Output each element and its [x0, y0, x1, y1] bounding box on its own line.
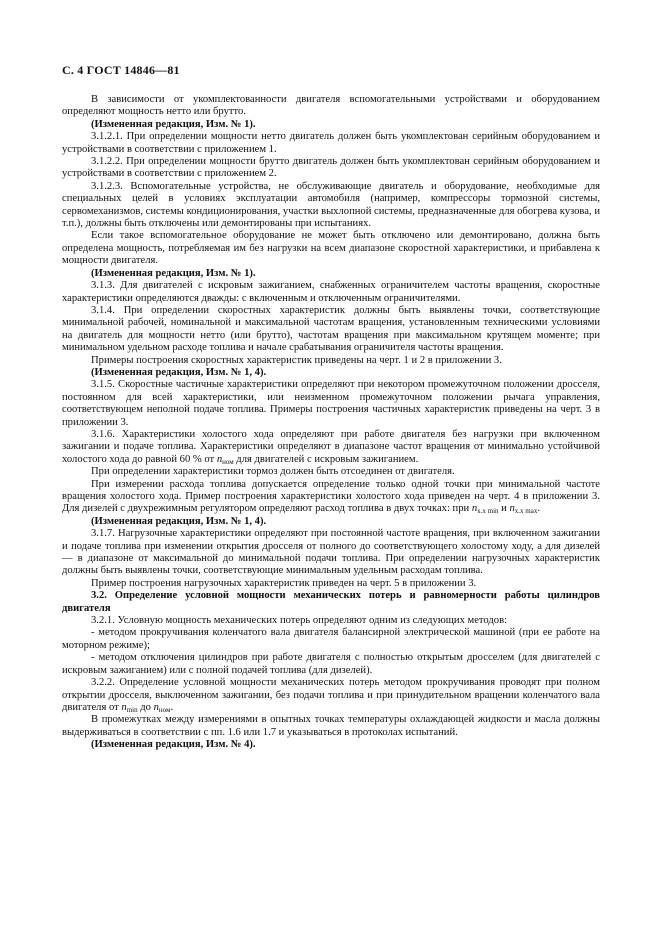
list-item: - методом отключения цилиндров при работе двигателя с полностью открытым дросселем (для двигателей с искровым зажиганием) или с полной подачей топлива (для дизелей). [62, 652, 600, 676]
paragraph: 3.1.5. Скоростные частичные характеристики определяют при некотором промежуточном положении дросселя, постоянном для всей характеристики, или неизменном промежуточном положении рычага управления, соответствующем неполной подаче топлива. Примеры построения частичных характеристик приведены на черт. 3 в приложении 3. [62, 379, 600, 428]
paragraph: При определении характеристики тормоз должен быть отсоединен от двигателя. [91, 466, 455, 478]
paragraph: В промежутках между измерениями в опытных точках температуры охлаждающей жидкости и масла должны выдерживаться в соответствии с пп. 1.6 или 1.7 и указываться в протоколах испытаний. [62, 714, 600, 738]
paragraph: Если такое вспомогательное оборудование не может быть отключено или демонтировано, должна быть определена мощность, потребляемая им без нагрузки на всем диапазоне скоростной характеристики, и прибавлена к мощности двигателя. [62, 230, 600, 267]
paragraph: 3.1.6. Характеристики холостого хода определяют при работе двигателя без нагрузки при включенном зажигании и подаче топлива. Характеристики определяют в диапазоне частот вращения от минимально устойчивой холостого хода до равной 60 % от $n_{ном}$ для двигателей с искровым зажиганием. [62, 428, 600, 466]
page-header: С. 4 ГОСТ 14846—81 [62, 63, 180, 77]
revision-note: (Измененная редакция, Изм. № 4). [91, 739, 256, 751]
paragraph: 3.1.4. При определении скоростных характеристик должны быть выявлены точки, соответствующие минимальной рабочей, номинальной и максимальной частотам вращения, установленным техническими условиями на двигатель для мощности нетто (или брутто), частотам вращения при максимальном крутящем моменте; при минимальном удельном расходе топлива и начале срабатывания ограничителя частоты вращения. [62, 304, 600, 354]
paragraph: Пример построения нагрузочных характеристик приведен на черт. 5 в приложении 3. [91, 577, 477, 589]
paragraph: При измерении расхода топлива допускается определение только одной точки при минимальной частоте вращения холостого хода. Пример построения характеристики холостого хода приведен на черт. 4 в приложении 3. Для дизелей с двухрежимным регулятором определяют расход топлива в двух точках: при $n_{х.х min}$ и $n_{х.х max}$. [62, 478, 600, 516]
paragraph: 3.1.2.1. При определении мощности нетто двигатель должен быть укомплектован серийным оборудованием и устройствами в соответствии с приложением 1. [62, 131, 600, 155]
paragraph: 3.2.1. Условную мощность механических потерь определяют одним из следующих методов: [91, 615, 508, 627]
paragraph: 3.1.2.2. При определении мощности брутто двигатель должен быть укомплектован серийным оборудованием и устройствами в соответствии с приложением 2. [62, 156, 600, 180]
document-page [62, 0, 600, 936]
revision-note: (Измененная редакция, Изм. № 1, 4). [91, 366, 267, 378]
document-body [62, 94, 600, 752]
paragraph: В зависимости от укомплектованности двигателя вспомогательными устройствами и оборудованием определяют мощность нетто или брутто. [62, 94, 600, 118]
paragraph: 3.1.7. Нагрузочные характеристики определяют при постоянной частоте вращения, при включенном зажигании и подаче топлива при изменении открытия дросселя от полного до соответствующего холостому ходу, а для дизелей — в диапазоне от максимальной до минимальной подачи топлива. При определении нагрузочных характеристик должны быть выявлены точки, соответствующие минимальным удельным расходам топлива. [62, 528, 600, 577]
paragraph: 3.2.2. Определение условной мощности механических потерь методом прокручивания проводят при полном открытии дросселя, выключенном зажигании, без подачи топлива и при принудительном вращении коленчатого вала двигателя от $n_{min}$ до $n_{ном}$. [62, 677, 600, 714]
paragraph: Примеры построения скоростных характеристик приведены на черт. 1 и 2 в приложении 3. [91, 354, 502, 366]
paragraph: 3.1.2.3. Вспомогательные устройства, не обслуживающие двигатель и оборудование, необходимые для специальных целей в условиях эксплуатации автомобиля (например, компрессоры тормозной системы, сервомеханизмов, системы кондиционирования, участки выхлопной системы, предназначенные для обогрева кузова, и т.п.), должны быть отключены или демонтированы при испытаниях. [62, 180, 600, 230]
paragraph: 3.1.3. Для двигателей с искровым зажиганием, снабженных ограничителем частоты вращения, скоростные характеристики определяются дважды: с включенным и отключенным ограничителями. [62, 280, 600, 304]
revision-note: (Измененная редакция, Изм. № 1). [91, 267, 256, 279]
revision-note: (Измененная редакция, Изм. № 1). [91, 118, 256, 130]
list-item: - методом прокручивания коленчатого вала двигателя балансирной электрической машиной (при ее работе на моторном режиме); [62, 627, 600, 651]
section-heading: 3.2. Определение условной мощности механических потерь и равномерности работы цилиндров двигателя [62, 590, 600, 614]
revision-note: (Измененная редакция, Изм. № 1, 4). [91, 515, 267, 527]
